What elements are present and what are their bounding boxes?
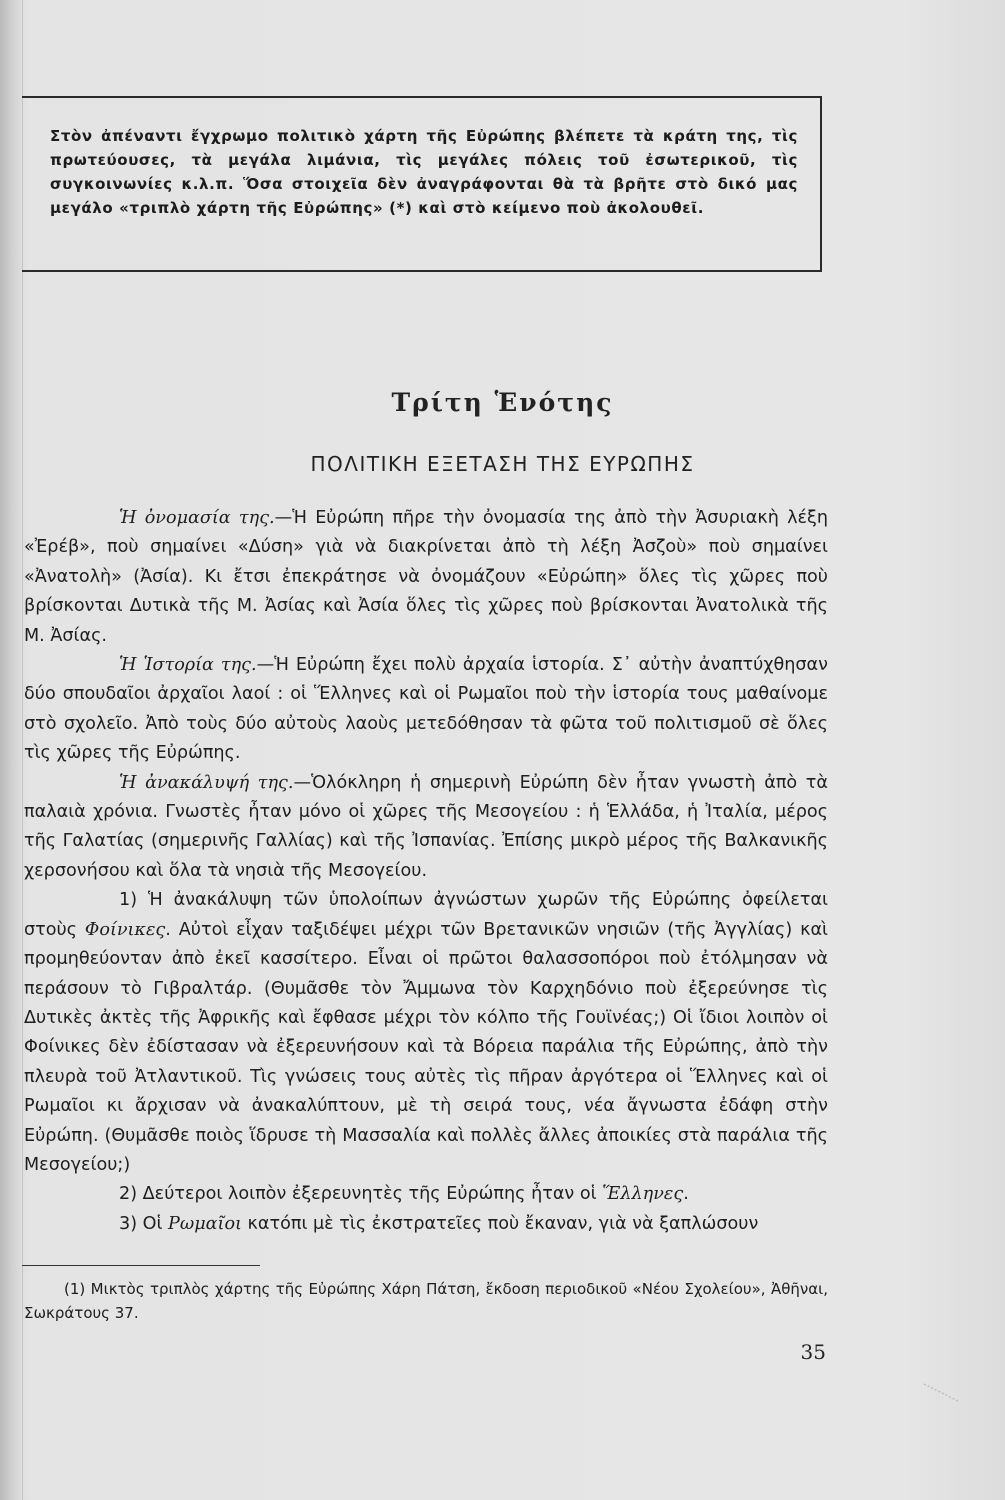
paragraph-text: . Αὐτοὶ εἶχαν ταξιδέψει μέχρι τῶν Βρετανικῶν νησιῶν (τῆς Ἀγγλίας) καὶ προμηθεύονταν ἀπὸ ἐκεῖ κασσίτερο. Εἶναι οἱ πρῶτοι θαλασσοπόροι ποὺ ἐτόλμησαν νὰ περάσουν τὸ Γιβραλτάρ. (Θυμᾶσθε τὸν Ἄμμωνα τὸν Καρχηδόνιο ποὺ ἐξερεύνησε τὶς Δυτικὲς ἀκτὲς τῆς Ἀφρικῆς καὶ ἔφθασε μέχρι τὸν κόλπο τῆς Γουϊνέας;) Οἱ ἴδιοι λοιπὸν οἱ Φοίνικες δὲν ἐδίστασαν νὰ ἐξερευνήσουν καὶ τὰ Βόρεια παράλια τῆς Εὐρώπης, ἀπὸ τὴν πλευρὰ τοῦ Ἀτλαντικοῦ. Τὶς γνώσεις τους αὐτὲς τὶς πῆραν ἀργότερα οἱ Ἕλληνες καὶ οἱ Ρωμαῖοι κι ἄρχισαν νὰ ἀνακαλύπτουν, μὲ τὴ σειρά τους, νέα ἄγνωστα ἐδάφη στὴν Εὐρώπη. (Θυμᾶσθε ποιὸς ἵδρυσε τὴ Μασσαλία καὶ πολλὲς ἄλλες ἀποικίες στὰ παράλια τῆς Μεσογείου;) — [24, 919, 828, 1175]
paragraph-text: 2) Δεύτεροι λοιπὸν ἐξερευνητὲς τῆς Εὐρώπης ἦταν οἱ — [119, 1184, 603, 1205]
footnote — [24, 1277, 828, 1325]
notice-box — [22, 96, 822, 272]
page-number: 35 — [800, 1340, 826, 1364]
paragraph-text: 1) Ἡ ἀνακάλυψη τῶν ὑπολοίπων ἀγνώστων χωρῶν τῆς Εὐρώπης ὀφείλεται στοὺς — [24, 890, 828, 940]
paragraph-lead: Ἡ Ἱστορία της. — [119, 655, 257, 676]
paragraph-name — [24, 504, 828, 651]
paragraph-point-2 — [24, 1180, 828, 1209]
body-text — [24, 504, 828, 1239]
paragraph-text: —Ἡ Εὐρώπη ἔχει πολὺ ἀρχαία ἱστορία. Σ᾽ αὐτὴν ἀναπτύχθησαν δύο σπουδαῖοι ἀρχαῖοι λαοί : οἱ Ἕλληνες καὶ οἱ Ρωμαῖοι ποὺ τὴν ἱστορία τους μαθαίνομε στὸ σχολεῖο. Ἀπὸ τοὺς δύο αὐτοὺς λαοὺς μετεδόθησαν τὰ φῶτα τοῦ πολιτισμοῦ σὲ ὅλες τὶς χῶρες τῆς Εὐρώπης. — [24, 655, 828, 764]
paragraph-text: . — [683, 1184, 689, 1205]
paragraph-text: —Ὁλόκληρη ἡ σημερινὴ Εὐρώπη δὲν ἦταν γνωστὴ ἀπὸ τὰ παλαιὰ χρόνια. Γνωστὲς ἦταν μόνο οἱ χῶρες τῆς Μεσογείου : ἡ Ἑλλάδα, ἡ Ἰταλία, μέρος τῆς Γαλατίας (σημερινῆς Γαλλίας) καὶ τῆς Ἰσπανίας. Ἐπίσης μικρὸ μέρος τῆς Βαλκανικῆς χερσονήσου καὶ ὅλα τὰ νησιὰ τῆς Μεσογείου. — [24, 772, 828, 881]
paragraph-lead: Ἡ ὀνομασία της. — [119, 508, 275, 528]
emphasis: Φοίνικες — [84, 919, 166, 940]
emphasis: Ἕλληνες — [602, 1184, 684, 1205]
notice-text: Στὸν ἀπέναντι ἔγχρωμο πολιτικὸ χάρτη τῆς Εὐρώπης βλέπετε τὰ κράτη της, τὶς πρωτεύουσες, τὰ μεγάλα λιμάνια, τὶς μεγάλες πόλεις τοῦ ἐσωτερικοῦ, τὶς συγκοινωνίες κ.λ.π. Ὅσα στοιχεῖα δὲν ἀναγράφονται θὰ τὰ βρῆτε στὸ δικό μας μεγάλο «τριπλὸ χάρτη τῆς Εὐρώπης» (*) καὶ στὸ κείμενο ποὺ ἀκολουθεῖ. — [50, 127, 798, 217]
paragraph-point-1 — [24, 886, 828, 1180]
emphasis: Ρωμαῖοι — [168, 1213, 242, 1234]
paragraph-text: 3) Οἱ — [119, 1213, 169, 1234]
page-binding-edge — [0, 0, 23, 1500]
paragraph-text: —Ἡ Εὐρώπη πῆρε τὴν ὀνομασία της ἀπὸ τὴν Ἀσυριακὴ λέξη «Ἐρέβ», ποὺ σημαίνει «Δύση» γιὰ νὰ διακρίνεται ἀπὸ τὴ λέξη Ἀσζοὺ» ποὺ σημαίνει «Ἀνατολὴ» (Ἀσία). Κι ἔτσι ἐπεκράτησε νὰ ὀνομάζουν «Εὐρώπη» ὅλες τὶς χῶρες ποὺ βρίσκονται Δυτικὰ τῆς Μ. Ἀσίας καὶ Ἀσία ὅλες τὶς χῶρες ποὺ βρίσκονται Ἀνατολικὰ τῆς Μ. Ἀσίας. — [24, 508, 828, 646]
footnote-divider — [22, 1265, 260, 1266]
paragraph-history — [24, 651, 828, 769]
paragraph-text: κατόπι μὲ τὶς ἐκστρατεῖες ποὺ ἔκαναν, γιὰ νὰ ξαπλώσουν — [241, 1213, 759, 1234]
paragraph-lead: Ἡ ἀνακάλυψή της. — [119, 772, 294, 793]
paragraph-point-3 — [24, 1210, 828, 1239]
section-title: ΠΟΛΙΤΙΚΗ ΕΞΕΤΑΣΗ ΤΗΣ ΕΥΡΩΠΗΣ — [310, 452, 695, 476]
paper-mark — [922, 1380, 962, 1404]
footnote-text: (1) Μικτὸς τριπλὸς χάρτης τῆς Εὐρώπης Χάρη Πάτση, ἔκδοση περιοδικοῦ «Νέου Σχολείου», Ἀθῆναι, Σωκράτους 37. — [24, 1280, 828, 1322]
unit-title: Τρίτη Ἑνότης — [391, 388, 614, 417]
paragraph-discovery — [24, 769, 828, 887]
